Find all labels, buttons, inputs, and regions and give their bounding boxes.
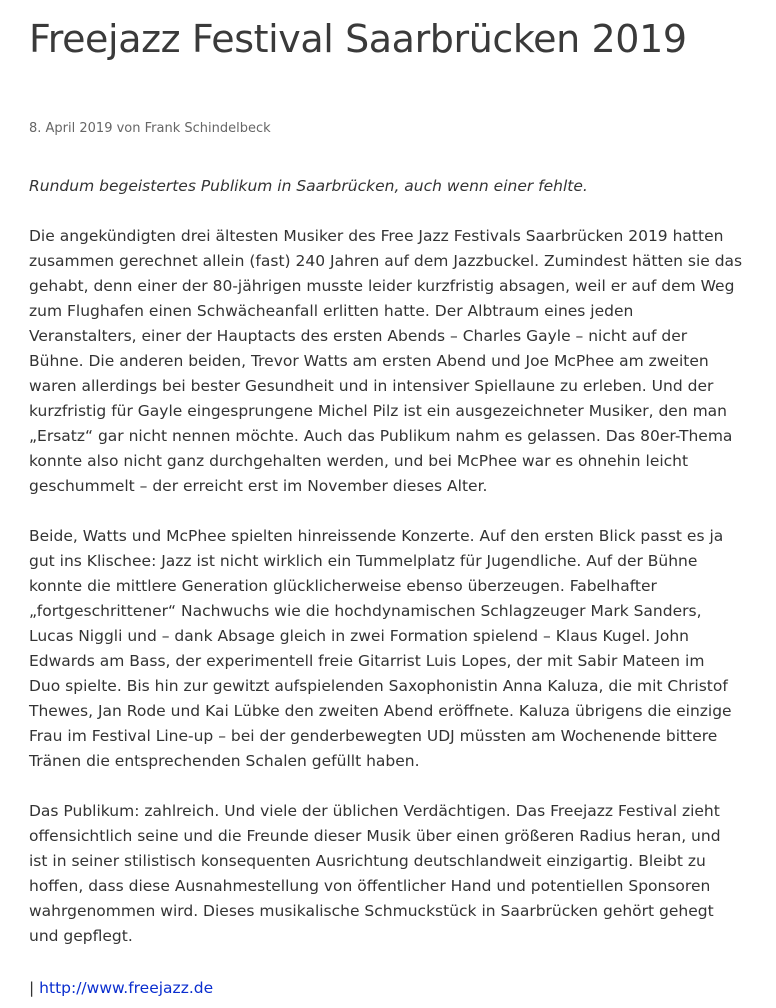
paragraph-line: Das Publikum: zahlreich. Und viele der üblichen Verdächtigen. Das Freejazz Festival zieht xyxy=(29,802,720,820)
article-content xyxy=(29,174,757,974)
paragraph-line: und gepflegt. xyxy=(29,927,133,945)
paragraph-line: ist in seiner stilistisch konsequenten Ausrichtung deutschlandweit einzigartig. Bleibt zu xyxy=(29,852,706,870)
paragraph-3 xyxy=(29,799,757,949)
paragraph-line: geschummelt – der erreicht erst im November dieses Alter. xyxy=(29,477,488,495)
paragraph-line: hoffen, dass diese Ausnahmestellung von öffentlicher Hand und potentiellen Sponsoren xyxy=(29,877,711,895)
paragraph-line: zusammen gerechnet allein (fast) 240 Jahren auf dem Jazzbuckel. Zumindest hätten sie das xyxy=(29,252,743,270)
paragraph-line: „fortgeschrittener“ Nachwuchs wie die hochdynamischen Schlagzeuger Mark Sanders, xyxy=(29,602,702,620)
link-separator: | xyxy=(29,979,35,997)
freejazz-website-link[interactable]: http://www.freejazz.de xyxy=(39,979,214,997)
paragraph-line: Bühne. Die anderen beiden, Trevor Watts am ersten Abend und Joe McPhee am zweiten xyxy=(29,352,709,370)
paragraph-line: zum Flughafen einen Schwächeanfall erlitten hatte. Der Albtraum eines jeden xyxy=(29,302,634,320)
paragraph-line: gehabt, denn einer der 80-jährigen musste leider kurzfristig absagen, weil er auf dem Weg xyxy=(29,277,735,295)
paragraph-line: Edwards am Bass, der experimentell freie Gitarrist Luis Lopes, der mit Sabir Mateen im xyxy=(29,652,705,670)
paragraph-line: Lucas Niggli und – dank Absage gleich in zwei Formation spielend – Klaus Kugel. John xyxy=(29,627,689,645)
paragraph-line: Thewes, Jan Rode und Kai Lübke den zweiten Abend eröffnete. Kaluza übrigens die einzige xyxy=(29,702,732,720)
paragraph-line: konnte die mittlere Generation glücklicherweise ebenso überzeugen. Fabelhafter xyxy=(29,577,657,595)
paragraph-line: wahrgenommen wird. Dieses musikalische Schmuckstück in Saarbrücken gehört gehegt xyxy=(29,902,714,920)
paragraph-line: Frau im Festival Line-up – bei der genderbewegten UDJ müssten am Wochenende bittere xyxy=(29,727,718,745)
paragraph-line: Veranstalters, einer der Hauptacts des ersten Abends – Charles Gayle – nicht auf der xyxy=(29,327,688,345)
footer-link-line xyxy=(29,976,213,1001)
paragraph-line: Die angekündigten drei ältesten Musiker des Free Jazz Festivals Saarbrücken 2019 hatten xyxy=(29,227,724,245)
post-meta: 8. April 2019 von Frank Schindelbeck xyxy=(29,121,271,136)
paragraph-line: gut ins Klischee: Jazz ist nicht wirklich ein Tummelplatz für Jugendliche. Auf der Bühne xyxy=(29,552,698,570)
paragraph-line: konnte also nicht ganz durchgehalten werden, und bei McPhee war es ohnehin leicht xyxy=(29,452,689,470)
paragraph-line: kurzfristig für Gayle eingesprungene Michel Pilz ist ein ausgezeichneter Musiker, den man xyxy=(29,402,727,420)
paragraph-2 xyxy=(29,524,757,774)
paragraph-line: Duo spielte. Bis hin zur gewitzt aufspielenden Saxophonistin Anna Kaluza, die mit Christof xyxy=(29,677,728,695)
paragraph-line: offensichtlich seine und die Freunde dieser Musik über einen größeren Radius heran, und xyxy=(29,827,721,845)
paragraph-line: waren allerdings bei bester Gesundheit und in intensiver Spiellaune zu erleben. Und der xyxy=(29,377,714,395)
article-intro: Rundum begeistertes Publikum in Saarbrücken, auch wenn einer fehlte. xyxy=(29,177,588,195)
page-title: Freejazz Festival Saarbrücken 2019 xyxy=(29,17,687,61)
paragraph-line: Beide, Watts und McPhee spielten hinreissende Konzerte. Auf den ersten Blick passt es ja xyxy=(29,527,724,545)
paragraph-line: „Ersatz“ gar nicht nennen möchte. Auch das Publikum nahm es gelassen. Das 80er-Thema xyxy=(29,427,733,445)
paragraph-line: Tränen die entsprechenden Schalen gefüllt haben. xyxy=(29,752,420,770)
paragraph-1 xyxy=(29,224,757,499)
